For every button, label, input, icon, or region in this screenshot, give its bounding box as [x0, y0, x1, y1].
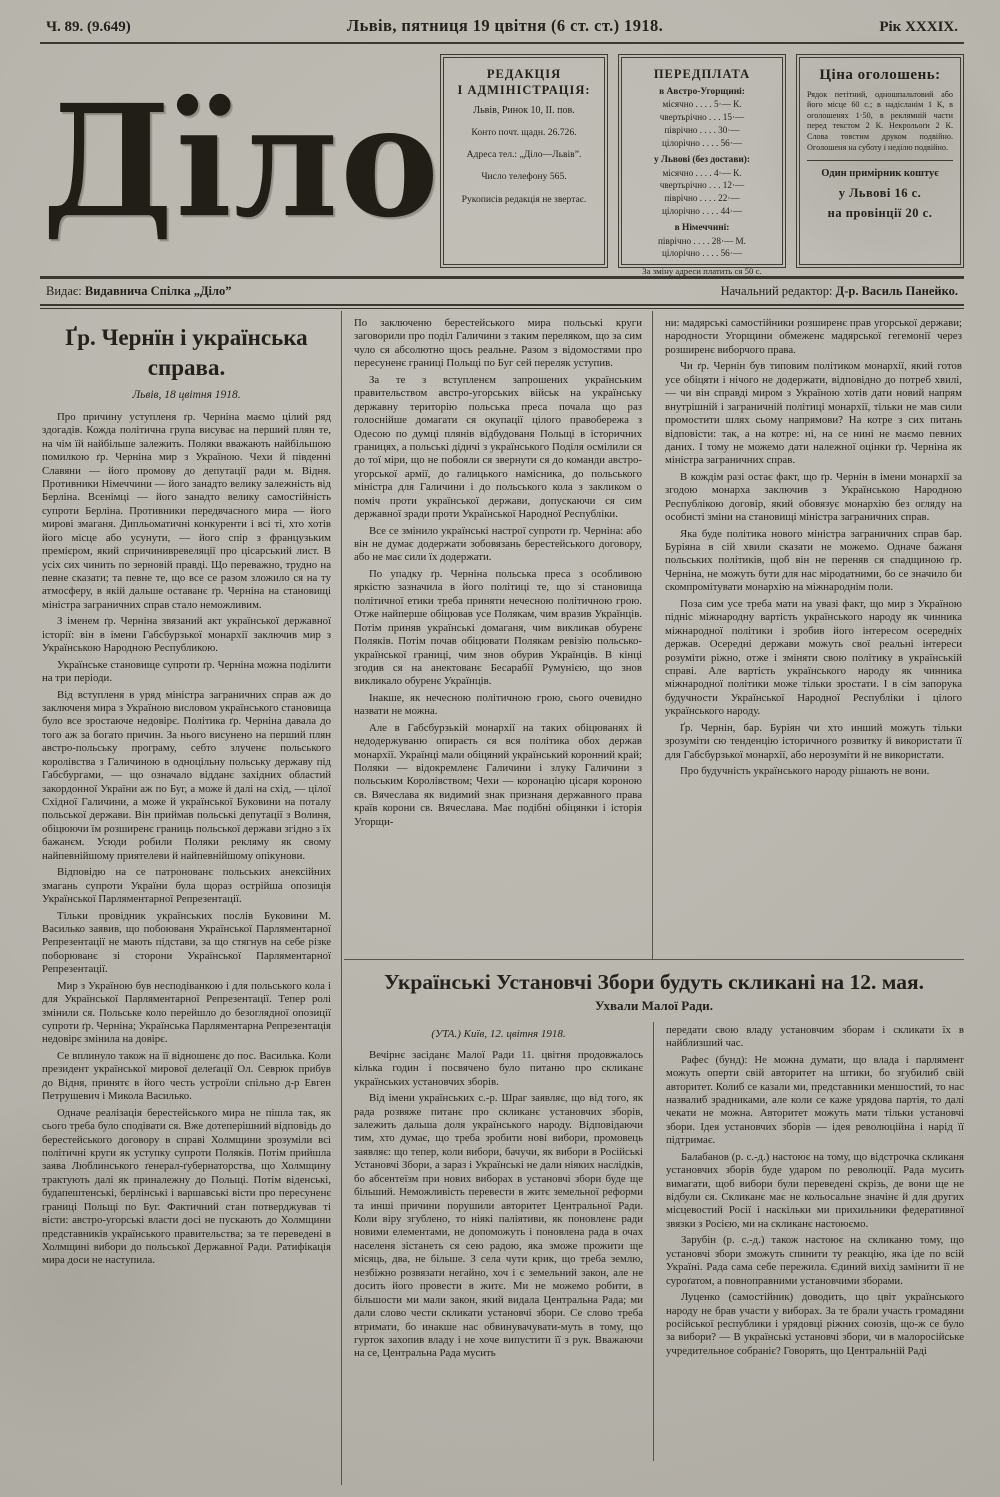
publisher-label: Видає:: [46, 284, 82, 298]
paragraph: По заключеню берестейського мира польські круги заговорили про поділ Галичини з таким переляком, що за сим чуло ся абсолютно щось реальне. Разом з відомостями про пересуненє границі Польщі по Буг сей переляк уступив.: [354, 317, 642, 370]
page-content: [40, 311, 964, 1485]
paragraph: Чи ґр. Чернін був типовим політиком монархії, який готов усе обіцяти і нічого не додержати, відповідно до потреб хвилі, — чи він справді миром з Україною хотів дати новий напрям внутрішній і заграничній політиці монархії, тільки не мав сили промостити шлях сьому напрямови? На котре з сих питань відповісти: так, а на котре: ні, на се нині не маємо певних даних. І тому не можемо дати належної оцінки ґр. Черніна як міністра заграничних справ.: [665, 360, 962, 467]
subscription-heading: у Львові (без достави):: [653, 155, 751, 166]
article2-colB-text: [666, 1024, 964, 1359]
paragraph: місячно . . . . 4·— К.: [662, 167, 742, 178]
info-boxes: [440, 54, 964, 277]
subscription-rows: [629, 168, 775, 219]
ad-price-title: Ціна оголошень:: [819, 67, 941, 83]
paragraph: Ґр. Чернін, бар. Буріян чи хто инший можуть тільки зрозуміти сю тенденцію історичного розвитку й використати її для Габсбурзької монархії, або нерозуміти й не використати.: [665, 721, 962, 761]
paragraph: цілорічно . . . . 56·—: [661, 138, 743, 149]
paragraph: З іменем ґр. Черніна звязаний акт української державної історії: він в імени Габсбурзької монархії заключив мир з Українською Народною Республикою.: [42, 615, 331, 655]
subscription-rows: [629, 99, 775, 150]
subscription-heading: в Німеччині:: [674, 223, 730, 234]
paragraph: ни: мадярські самостійники розширенє прав угорської держави; народности Угорщини обмеженє мадярської гегемонії через розширенє виборчого права.: [665, 317, 962, 356]
copy-price-lviv: у Львові 16 с.: [838, 186, 922, 201]
paragraph: Від вступленя в уряд міністра заграничних справ аж до заключеня мира з Україною висловом українського становища було все зростаюче недовірє. Політика ґр. Черніна давала до того аж за богато причин. За нього висунено на перший плян австро-польську програму, себто злученє польського королівства з Галичиною в одноцільну польську державу під Габсбургами, — що означало відданє західних областий закордонної України аж по Буг, а може й далі на схід, — цілої Східної Галичини, а може й української Буковини на поталу польської держави. Він приймав польські депутації з Волиня, обіцюючи їм розширенє границь польської держави згідно з їх бажанєм. Усюди робили Поляки рекляму як свому найпевнійшому приятелеви й найпевнійшому опікунови.: [42, 688, 331, 862]
paragraph: Українське становище супроти ґр. Черніна можна поділити на три періоди.: [42, 658, 331, 685]
publication-year: Рік XXXIX.: [879, 19, 958, 35]
paragraph: Але в Габсбурзькій монархії на таких обіцюванях й недодержуваню опираєть ся вся політика обох держав монархії. Українці мали обіцяний український коронний край; Поляки — відокремленє Галичини і злуку Галичини з польським Королівством; Чехи — коронацію цісаря короною св. Вячеслава як видимий знак признаня державного права країв корони св. Вячеслава. Має подібні обіцянки і історія Угорщи-: [354, 721, 642, 828]
paragraph: По упадку ґр. Черніна польська преса з особливою яркістю зазначила в його політиці те, що зі становища політичної етики треба приняти нечесною політичною грою. Отже найперше обіцював усе Полякам, чим вразив Українців. Потім приняв українські домаганя, чим викликав обуренє Поляків. Потім почав обіцювати Полякам ревізію польсько-української границі, чим знов обурив Українців. В кінці згодив ся на анектованє Бесарабії Румунією, що знов викликало обуренє Українців.: [354, 567, 642, 688]
page-date: Львів, пятниця 19 цвітня (6 ст. ст.) 1918.: [346, 16, 664, 35]
article2-colA-text: [354, 1049, 643, 1361]
paragraph: Рафес (бунд): Не можна думати, що влада і парлямент можуть оперти свій авторитет на штики, бо згубилиб свій авторитет. Колиб се казали ми, представники меншостий, то нас назвалиб зрадниками, але коли се каже урядова партія, то далі чекати не можна. Авторитет можуть мати тільки установчі збори. Ідея установчих зборів — ідея революційна і нарід її підтримає.: [666, 1053, 964, 1147]
copy-price-provinces: на провінції 20 с.: [827, 206, 933, 221]
paragraph: Мир з Україною був несподіванкою і для польського кола і для Української Парляментарної Репрезентації. Тепер ролі змінили ся. Польське коло перейшло до безоглядної опозиції супроти ґр. Черніна; Українська Парляментарна Репрезентація недовірє змінила на довірє.: [42, 979, 331, 1046]
subscription-footer: За зміну адреси платить ся 50 с.: [642, 266, 762, 277]
ad-price-box: [799, 57, 961, 265]
paragraph: місячно . . . . 5·— К.: [662, 99, 742, 110]
paragraph: Число телефону 565.: [481, 171, 567, 183]
article1-col2-text: [354, 317, 642, 829]
article2-subhead: Ухвали Малої Ради.: [595, 997, 713, 1013]
editor-label: Начальний редактор:: [720, 284, 833, 298]
paragraph: Поза сим усе треба мати на увазі факт, що мир з Україною підніс міжнародну вартість українського народу як чинника міжнародної політики і зробив його інтересом осередніх держав. Осередні держави можуть свої реальні інтереси розуміти ріжно, отже і зміняти свою політику в українській справі. Але вартість українського народу як чинника міжнародної політики може тільки зростати. І в сім запорука будучности Української Народної Республіки і цілого українського народу.: [665, 597, 962, 718]
redaction-box: [443, 57, 605, 265]
paragraph: Вечірнє засіданє Малої Ради 11. цвітня продовжалось кілька годин і посвячено було питаню про скликанє українських установчих зборів.: [354, 1048, 643, 1088]
masthead-zone: [40, 44, 964, 276]
content-top-rule: [40, 304, 964, 309]
publisher-name: Видавнича Спілка „Діло”: [84, 284, 232, 298]
paragraph: Одначе реалізація берестейського мира не пішла так, як сього треба було сподівати ся. Вже дотеперішний відповідь до берестейського договору в справі Холмщини зрозуміли всі політичні круги як уступку супроти Поляків. Потім прийшла заява Люблинського ґенерал-ґубернаторства, що Холмщину трактують далі як приналежну до Польщі. Потім віденські, будапештенські, берлінські і варшавські вісти про пересуненє границі Польщі по Буг. Фактичний стан потверджував ті вісти: австро-угорські власти досі не пускають до Холмщини представників українського правительства; за те переведені в Холмщині вибори до польської Державної Ради. Ратифікація мира доси не наступила.: [42, 1106, 331, 1267]
paragraph: Луценко (самостійник) доводить, що цвіт українського народу не брав участи у виборах. За те брали участь громадяни російської республики і урядовці ріжних союзів, що-ж се було за вибори? — В українські установчі збори, чи в малоросійське учредительное собраніє? Говорять, що Центральній Раді: [666, 1291, 964, 1357]
subscription-box: [621, 57, 783, 277]
paragraph: Се вплинуло також на її відношенє до пос. Василька. Коли президент української мирової делеґації Ол. Севрюк прибув до Відня, принятє в його честь устроїли спільно д-р Евген Петрушевич і Микола Василько.: [42, 1049, 331, 1103]
subscription-title: ПЕРЕДПЛАТА: [653, 67, 751, 81]
paragraph: піврічно . . . . 22·—: [664, 193, 740, 204]
publisher-row: [40, 279, 964, 304]
article2: [344, 959, 964, 1485]
issue-number: Ч. 89. (9.649): [46, 19, 131, 35]
paragraph: цілорічно . . . . 44·—: [661, 206, 743, 217]
subscription-rows: [629, 236, 775, 261]
paragraph: Балабанов (р. с.-д.) настоює на тому, що відстрочка скликаня установчих зборів буде ударом по революції. Рада мусить вимагати, щоб вибори були переведені скрізь, де вони ще не відбули ся. Скликанє має не кольосальне значінє й для других місцевостий Росії і наскільки ми прихильники федеративної звязки з Росією, ми на скликанє настоюємо.: [666, 1150, 964, 1230]
paragraph: Зарубін (р. с.-д.) також настоює на скликаню тому, що установчі збори зможуть спинити ту реакцію, яка іде по всій Україні. Рада сама себе пережила. Єдиний вихід замінити її не суроґатом, а повноправними установчими зборами.: [666, 1234, 964, 1287]
paragraph: передати свою владу установчим зборам і скликати їх в найблизший час.: [666, 1023, 964, 1050]
paragraph: Інакше, як нечесною політичною грою, сього очевидно назвати не можна.: [354, 691, 642, 718]
article1-col1-text: [42, 411, 331, 1268]
redaction-title-line1: РЕДАКЦІЯ: [486, 67, 562, 81]
paragraph: Про будучність українського народу рішають не вони.: [680, 765, 930, 777]
copy-price-title: Один примірник коштує: [821, 168, 939, 180]
subscription-heading: в Австро-Угорщині:: [659, 87, 745, 98]
paragraph: В кождім разі остає факт, що ґр. Чернін в імени монархії за згодою монарха заключив з Українською Народною Республікою договір, який обовязує монархію без огляду на особисті зміни на становищі міністра заграничних справ.: [665, 470, 962, 524]
publisher-info: [46, 284, 232, 299]
article2-column-2: [654, 1022, 964, 1461]
page-header: [40, 14, 964, 42]
column-1: [40, 311, 342, 1485]
redaction-address: Львів, Ринок 10, II. пов.: [473, 104, 575, 116]
column-3: [653, 311, 964, 959]
paragraph: Адреса тел.: „Діло—Львів”.: [466, 148, 582, 160]
paragraph: Від імени українських с.-р. Шраг заявляє, що від того, як рада розвяже питанє про скликанє установчих зборів, залежить дальша доля українського народу. Відповідаючи тим, хто думає, що треба зробити нові вибори, промовець заявляє: що тепер, коли вибори, бачучи, як вибори в Російські Установчі Збори, а зараз і Українські не дали ніяких наслідків, бо абсентеїзм при нових виборах в установчі збори буде ще більший. Неможливість перевести в житє земельної реформи та инші причини порушили авторитет Центральної Ради. Коли віру згублено, то ніякі паліятиви, як поновленє ради новими елементами, не допоможуть і поновлена рада в очах населеня зістанеть ся сею радою, яка зможе прожити ще місяць, два, не більше. З села чути крик, що треба землю, незбіжно розвязати негайно, хоч і є земельний закон, але не досить його провести в житє. Ми не можемо робити, в більшости ми мали закон, який видала Центральна Рада; ми дали слово чести скликати установчі збори. Се слово треба втримати, бо инакше нас обвинувачувати-муть в тому, що гурток захопив владу і не хоче випустити її з рук. Вважаючи на се, Центральна Рада мусить: [354, 1092, 643, 1360]
subscription-section-lviv: [629, 154, 775, 218]
redaction-lines: [451, 127, 597, 207]
paragraph: цілорічно . . . . 56·—: [661, 248, 743, 259]
editor-name: Д-р. Василь Панейко.: [835, 284, 958, 298]
article2-dateline: (УТА.) Київ, 12. цвітня 1918.: [431, 1027, 566, 1040]
article1-dateline: Львів, 18 цвітня 1918.: [132, 388, 241, 401]
editor-info: [721, 284, 958, 299]
right-region: [342, 311, 964, 1485]
paragraph: піврічно . . . . 28·— М.: [658, 235, 746, 246]
column-2: [342, 311, 653, 959]
paragraph: чвертьрічно . . . 12·—: [659, 180, 745, 191]
paragraph: Тільки провідник українських послів Буковини М. Василько заявив, що побоюваня Української Парляментарної Репрезентації не мають підстави, за що стягнув на себе різке поборюванє зі сторони Української Парляментарної Репрезентації.: [42, 909, 331, 976]
article1-continuation: [342, 311, 964, 959]
paragraph: чвертьрічно . . . 15·—: [659, 112, 745, 123]
redaction-title-line2: І АДМІНІСТРАЦІЯ:: [457, 83, 591, 98]
masthead-title: Дїло: [42, 70, 441, 252]
ad-price-body: Рядок петітний, одношпальтовий або його місце 60 с.; в надісланім 1 К, в оголошенях 1·50, в реклямній части перед текстом 2 К. Некрольоґи 2 К. Слова товстим друком подвійно. Оголошеня на суботу і неділю подвійно.: [807, 89, 953, 152]
article1-title: Ґр. Чернїн і українська справа.: [65, 325, 308, 380]
article1-col3-text: [665, 317, 962, 778]
article2-headline: Українські Установчі Збори будуть скликані на 12. мая.: [383, 970, 925, 994]
subscription-section-germany: [629, 222, 775, 260]
paragraph: Рукописів редакція не звертає.: [461, 193, 587, 205]
paragraph: Все се змінило українські настрої супроти ґр. Черніна: або він не думає додержати зобовязань берестейського договору, або не має сили їх додержати.: [354, 524, 642, 564]
paragraph: Відповідю на се патронованє польських анексійних змагань супроти України була щораз острійша опозиція Української Парляментарної Репрезентації.: [42, 866, 331, 906]
subscription-section-austria: [629, 86, 775, 150]
paragraph: За те з вступленєм запрошених українським правительством австро-угорських військ на українську державну територію польська преса почала що раз голоснійше домагати ся окупації цілого правобережа з Одесою по думці плянів відбудованя Польщі в історичних границях, а польські дідичі з українського Поділя осмілили ся до тої міри, що не побояли ся звернути ся до команди австро-угорської армії, до галицького намісника, до польського міністра для Галичини і до польського кола з закликом о поміч проти української держави, допускаючи ся сим державної зради проти Української Народної Республіки.: [354, 373, 642, 521]
paragraph: піврічно . . . . 30·—: [664, 125, 740, 136]
paragraph: Конто почт. щадн. 26.726.: [471, 126, 577, 138]
article2-column-1: [344, 1022, 654, 1461]
paragraph: Про причину уступленя ґр. Черніна маємо цілий ряд здогадів. Кожда політична група висуває на перший плян те, на чім їй найбільше залежить. Поляки вважають найбільшою помилкою ґр. Черніна мир з Україною. Чехи й південні Славяни — його промову до депутації ради м. Відня. Противники Німеччини — його занадто велику залежність від Берліна. Всенімці — його занадто велику самостійність супроти Берліна. Противники передвчасного мира — його мирові змаганя. Дипльоматичні конкуренти і всі ті, хто хотів його місце або усунути, — його спір з французьким премієром, який спричинивревеляції про цісарський лист. В усіх сих чинить по зерновій правді. Що переважно, трудно на певне сказати; та певне те, що все се разом зложило ся на ту атмосферу, в якій дальше оставанє ґр. Черніна на становищі міністра заграничних справ стало неможливим.: [42, 410, 331, 611]
article2-columns: [344, 1022, 964, 1461]
copy-price-block: [807, 160, 953, 221]
paragraph: Яка буде політика нового міністра заграничних справ бар. Буріяна в сій хвили сказати не можемо. Одначе бажаня польських політиків, щоб він не переняв ся спадщиною ґр. Черніна, не можуть бути для нас міродатними, бо се значило би скомпромітувати монархію на міжнароднім поли.: [665, 527, 962, 594]
